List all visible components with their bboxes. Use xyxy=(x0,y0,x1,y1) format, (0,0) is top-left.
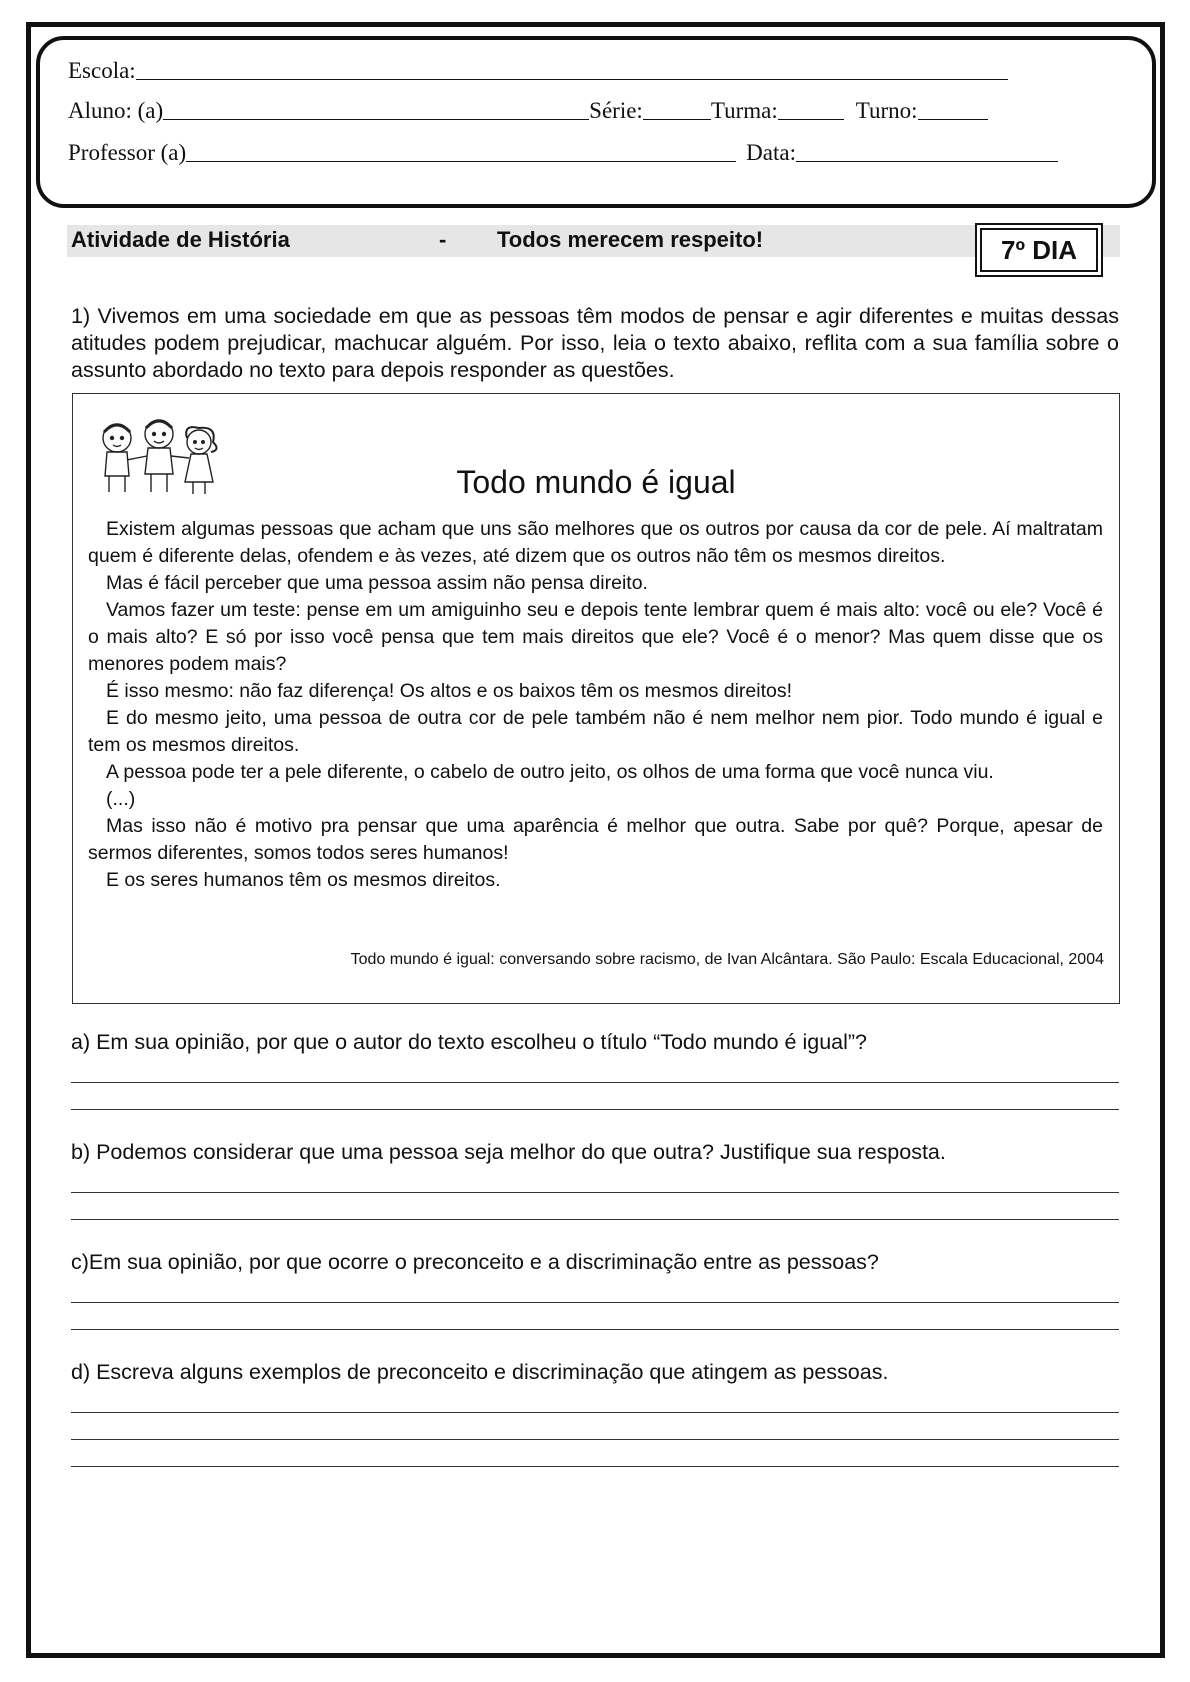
student-info-header xyxy=(36,36,1156,208)
day-badge xyxy=(975,223,1103,277)
answer-line[interactable] xyxy=(71,1166,1119,1193)
story-paragraph: A pessoa pode ter a pele diferente, o cabelo de outro jeito, os olhos de uma forma que você nunca viu. xyxy=(106,761,994,783)
professor-row xyxy=(68,140,1058,166)
professor-label: Professor (a) xyxy=(68,140,187,165)
story-paragraph: E do mesmo jeito, uma pessoa de outra cor de pele também não é nem melhor nem pior. Todo mundo é igual e tem os mesmos direitos. xyxy=(88,707,1103,756)
activity-title-bar xyxy=(67,225,1120,257)
story-box xyxy=(72,393,1120,1004)
story-text xyxy=(88,516,1103,894)
question-b xyxy=(71,1138,1119,1220)
question-a xyxy=(71,1028,1119,1110)
answer-line[interactable] xyxy=(71,1056,1119,1083)
story-paragraph: Vamos fazer um teste: pense em um amiguinho seu e depois tente lembrar quem é mais alto: você ou ele? Você é o mais alto? E só por isso você pensa que tem mais direitos que ele? Você é o menor? Mas quem disse que os menores podem mais? xyxy=(88,599,1103,675)
question-c-text: c)Em sua opinião, por que ocorre o preconceito e a discriminação entre as pessoas? xyxy=(71,1250,879,1274)
question-a-text: a) Em sua opinião, por que o autor do texto escolheu o título “Todo mundo é igual”? xyxy=(71,1030,868,1054)
activity-subject: Atividade de História xyxy=(71,227,290,252)
aluno-label: Aluno: (a) xyxy=(68,98,164,123)
escola-label: Escola: xyxy=(68,58,136,83)
data-label: Data: xyxy=(746,140,796,165)
answer-line[interactable] xyxy=(71,1083,1119,1110)
turma-label: Turma: xyxy=(710,98,778,123)
turno-field[interactable] xyxy=(918,118,988,120)
story-paragraph: Mas isso não é motivo pra pensar que uma aparência é melhor que outra. Sabe por quê? Porque, apesar de sermos diferentes, somos todos seres humanos! xyxy=(88,815,1103,864)
story-paragraph: Existem algumas pessoas que acham que uns são melhores que os outros por causa da cor de pele. Aí maltratam quem é diferente delas, ofendem e às vezes, até dizem que os outros não têm os mesmos direitos. xyxy=(88,518,1103,567)
turno-label: Turno: xyxy=(855,98,918,123)
activity-theme: Todos merecem respeito! xyxy=(497,227,764,252)
story-paragraph: É isso mesmo: não faz diferença! Os altos e os baixos têm os mesmos direitos! xyxy=(106,680,793,702)
story-paragraph: (...) xyxy=(106,788,136,810)
turma-field[interactable] xyxy=(778,118,844,120)
answer-line[interactable] xyxy=(71,1303,1119,1330)
serie-field[interactable] xyxy=(643,118,711,120)
story-source: Todo mundo é igual: conversando sobre racismo, de Ivan Alcântara. São Paulo: Escala Educacional, 2004 xyxy=(350,951,1104,968)
data-field[interactable] xyxy=(796,160,1058,162)
story-paragraph: E os seres humanos têm os mesmos direitos. xyxy=(106,869,501,891)
aluno-row xyxy=(68,98,988,124)
answer-line[interactable] xyxy=(71,1193,1119,1220)
story-paragraph: Mas é fácil perceber que uma pessoa assim não pensa direito. xyxy=(106,572,648,594)
question-c xyxy=(71,1248,1119,1330)
question-d xyxy=(71,1358,1119,1467)
story-title: Todo mundo é igual xyxy=(456,464,736,500)
activity-dash: - xyxy=(439,227,447,252)
escola-field[interactable] xyxy=(136,78,1008,80)
answer-line[interactable] xyxy=(71,1276,1119,1303)
escola-row xyxy=(68,58,1008,84)
serie-label: Série: xyxy=(589,98,643,123)
intro-paragraph: 1) Vivemos em uma sociedade em que as pessoas têm modos de pensar e agir diferentes e muitas dessas atitudes podem prejudicar, machucar alguém. Por isso, leia o texto abaixo, reflita com a sua família sobre o assunto abordado no texto para depois responder as questões. xyxy=(71,304,1119,382)
answer-line[interactable] xyxy=(71,1440,1119,1467)
aluno-field[interactable] xyxy=(163,118,589,120)
day-label: 7º DIA xyxy=(980,228,1098,272)
answer-line[interactable] xyxy=(71,1413,1119,1440)
question-d-text: d) Escreva alguns exemplos de preconceito e discriminação que atingem as pessoas. xyxy=(71,1360,889,1384)
answer-line[interactable] xyxy=(71,1386,1119,1413)
question-b-text: b) Podemos considerar que uma pessoa seja melhor do que outra? Justifique sua resposta. xyxy=(71,1140,946,1164)
professor-field[interactable] xyxy=(186,160,736,162)
